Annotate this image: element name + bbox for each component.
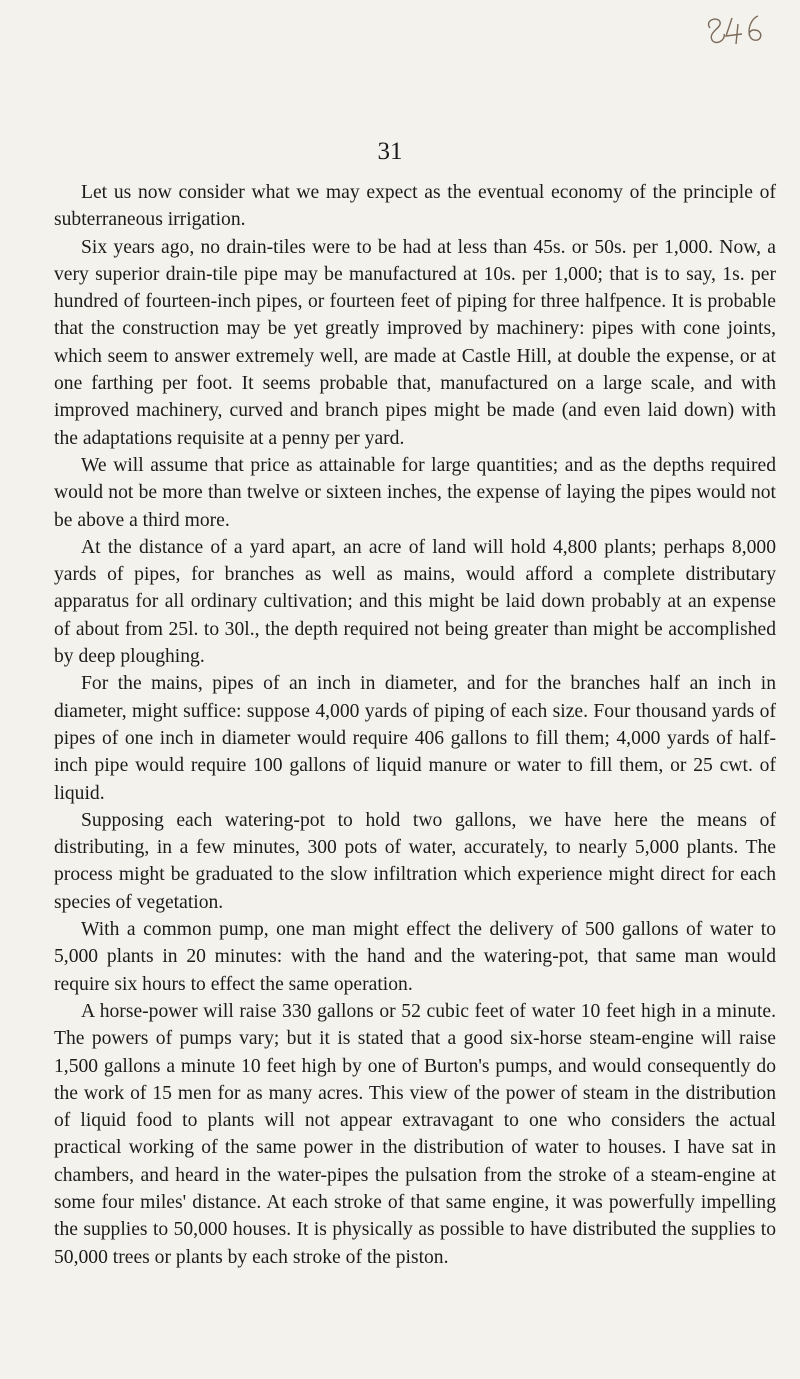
paragraph: For the mains, pipes of an inch in diameter, and for the branches half an inch in diameter, might suffice: suppose 4,000 yards of piping of each size. Four thousand yards of pipes of one inch in diameter would require 406 gallons to fill them; 4,000 yards of half-inch pipe would require 100 gallons of liquid manure or water to fill them, or 25 cwt. of liquid. — [54, 673, 776, 804]
paragraph: Six years ago, no drain-tiles were to be had at less than 45s. or 50s. per 1,000. Now, a very superior drain-tile pipe may be manufactured at 10s. per 1,000; that is to say, 1s. per hundred of fourteen-inch pipes, or fourteen feet of piping for three halfpence. It is probable that the construction may be yet greatly improved by machinery: pipes with cone joints, which seem to answer extremely well, are made at Castle Hill, at double the expense, or at one farthing per foot. It seems probable that, manufactured on a large scale, and with improved machinery, curved and branch pipes might be made (and even laid down) with the adaptations requisite at a penny per yard. — [54, 236, 776, 449]
paragraph: We will assume that price as attainable for large quantities; and as the depths required would not be more than twelve or sixteen inches, the expense of laying the pipes would not be above a third more. — [54, 454, 776, 531]
handwritten-catalog-mark — [702, 10, 772, 50]
paragraph: Let us now consider what we may expect as the eventual economy of the principle of subterraneous irrigation. — [54, 182, 776, 231]
body-text — [54, 179, 776, 1271]
paragraph: A horse-power will raise 330 gallons or 52 cubic feet of water 10 feet high in a minute. The powers of pumps vary; but it is stated that a good six-horse steam-engine will raise 1,500 gallons a minute 10 feet high by one of Burton's pumps, and would consequently do the work of 15 men for as many acres. This view of the power of steam in the distribution of liquid food to plants will not appear extravagant to one who considers the actual practical working of the same power in the distribution of water to houses. I have sat in chambers, and heard in the water-pipes the pulsation from the stroke of a steam-engine at some four miles' distance. At each stroke of that same engine, it was powerfully impelling the supplies to 50,000 houses. It is physically as possible to have distributed the supplies to 50,000 trees or plants by each stroke of the piston. — [54, 1000, 776, 1268]
page-number: 31 — [377, 138, 403, 165]
paragraph: With a common pump, one man might effect the delivery of 500 gallons of water to 5,000 plants in 20 minutes: with the hand and the watering-pot, that same man would require six hours to effect the same operation. — [54, 919, 776, 995]
paragraph: At the distance of a yard apart, an acre of land will hold 4,800 plants; perhaps 8,000 yards of pipes, for branches as well as mains, would afford a complete distributary apparatus for all ordinary cultivation; and this might be laid down probably at an expense of about from 25l. to 30l., the depth required not being greater than might be accomplished by deep ploughing. — [54, 536, 776, 668]
paragraph: Supposing each watering-pot to hold two gallons, we have here the means of distributing, in a few minutes, 300 pots of water, accurately, to nearly 5,000 plants. The process might be graduated to the slow infiltration which experience might direct for each species of vegetation. — [54, 809, 776, 913]
